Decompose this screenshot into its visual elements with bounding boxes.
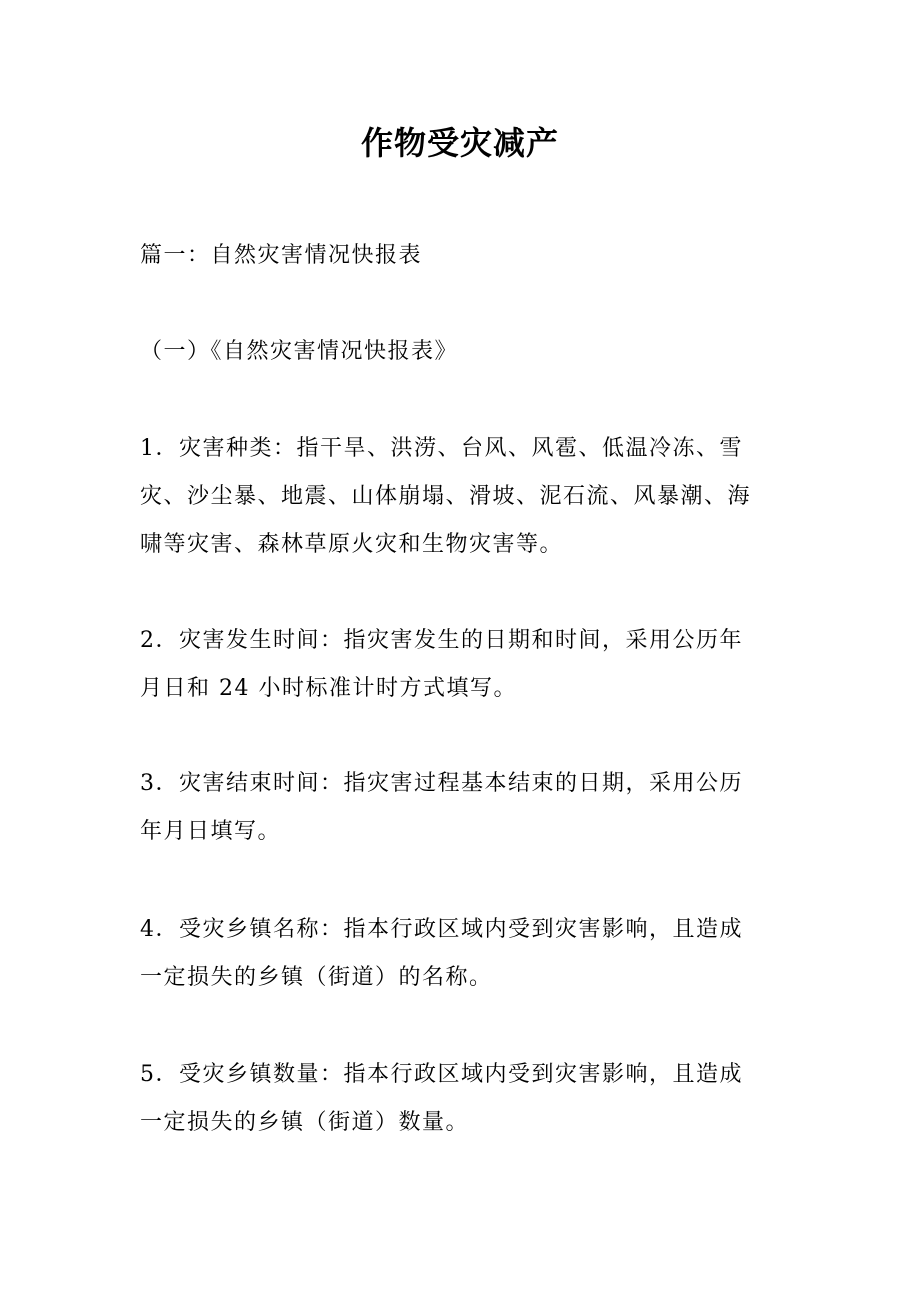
subheading-text: （一）《自然灾害情况快报表》 [140, 339, 459, 364]
item-town-count [140, 1051, 782, 1147]
item-line: 啸等灾害、森林草原火灾和生物灾害等。 [140, 532, 564, 557]
document-title: 作物受灾减产 [360, 124, 559, 162]
item-start-time [140, 617, 782, 713]
item-line: 1．灾害种类：指干旱、洪涝、台风、风雹、低温冷冻、雪 [140, 436, 743, 461]
item-line: 年月日填写。 [140, 819, 282, 844]
item-line: 一定损失的乡镇（街道）数量。 [140, 1110, 470, 1135]
item-disaster-type [140, 425, 782, 569]
item-line: 灾、沙尘暴、地震、山体崩塌、滑坡、泥石流、风暴潮、海 [140, 484, 752, 509]
section-heading [140, 232, 782, 280]
item-line: 3．灾害结束时间：指灾害过程基本结束的日期，采用公历 [140, 771, 743, 796]
item-line: 5．受灾乡镇数量：指本行政区域内受到灾害影响，且造成 [140, 1062, 743, 1087]
item-line: 2．灾害发生时间：指灾害发生的日期和时间，采用公历年 [140, 628, 743, 653]
item-town-names [140, 906, 782, 1002]
item-line: 4．受灾乡镇名称：指本行政区域内受到灾害影响，且造成 [140, 917, 743, 942]
item-end-time [140, 760, 782, 856]
item-line: 月日和 24 小时标准计时方式填写。 [140, 676, 517, 701]
item-line: 一定损失的乡镇（街道）的名称。 [140, 965, 493, 990]
subheading [140, 328, 782, 376]
section-heading-text: 篇一：自然灾害情况快报表 [140, 243, 423, 268]
